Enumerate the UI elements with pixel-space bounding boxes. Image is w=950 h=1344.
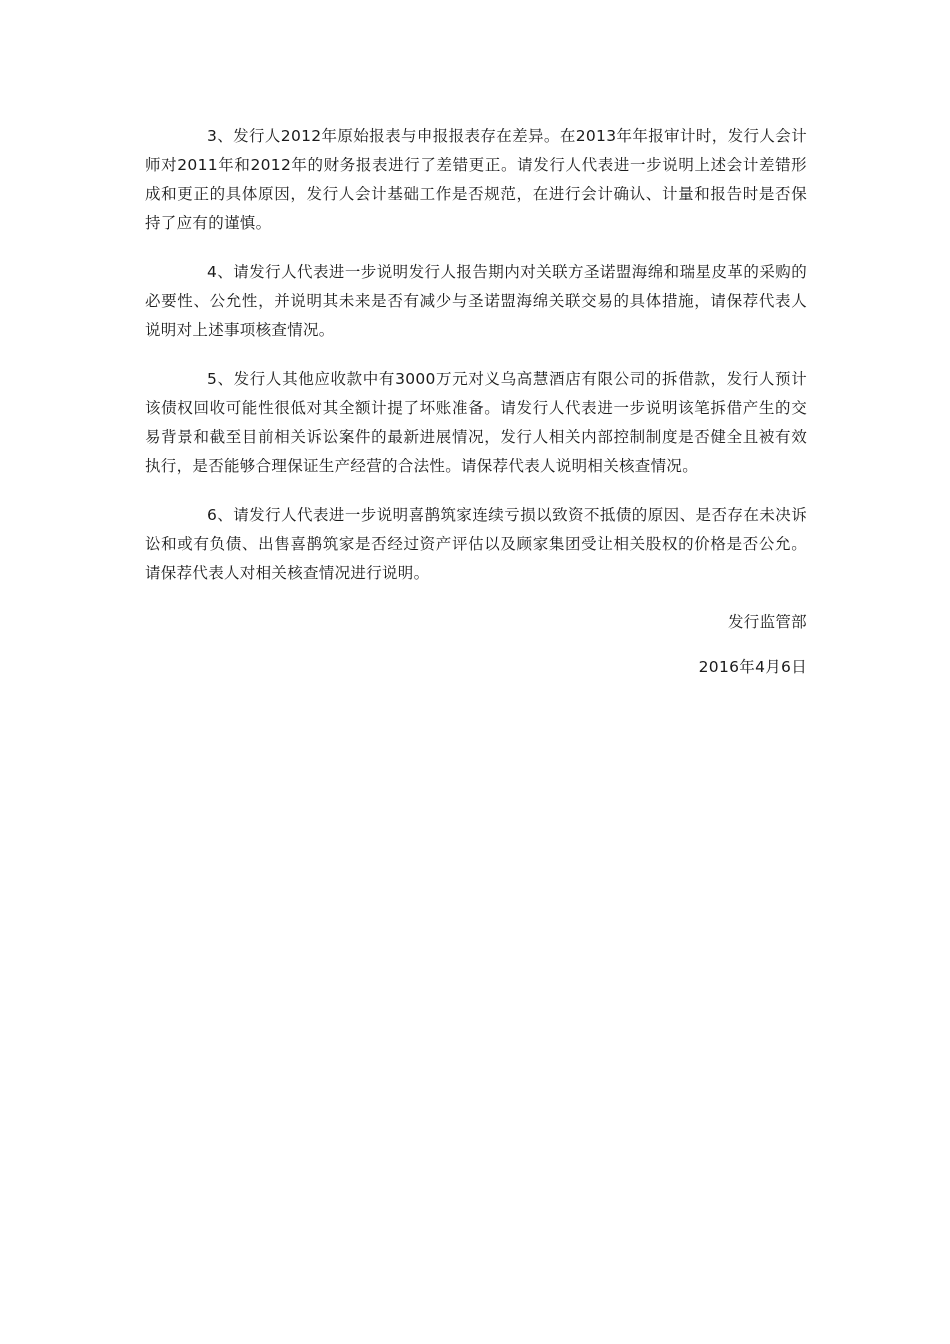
- question-paragraph-4: 4、请发行人代表进一步说明发行人报告期内对关联方圣诺盟海绵和瑞星皮革的采购的必要性、公允性，并说明其未来是否有减少与圣诺盟海绵关联交易的具体措施，请保荐代表人说明对上述事项核查情况。: [145, 263, 807, 339]
- document-date: 2016年4月6日: [698, 658, 807, 676]
- question-paragraph-6: 6、请发行人代表进一步说明喜鹊筑家连续亏损以致资不抵债的原因、是否存在未决诉讼和或有负债、出售喜鹊筑家是否经过资产评估以及顾家集团受让相关股权的价格是否公允。请保荐代表人对相关核查情况进行说明。: [145, 506, 807, 582]
- issuing-department: 发行监管部: [727, 613, 807, 631]
- question-paragraph-5: 5、发行人其他应收款中有3000万元对义乌高慧酒店有限公司的拆借款，发行人预计该债权回收可能性很低对其全额计提了坏账准备。请发行人代表进一步说明该笔拆借产生的交易背景和截至目前相关诉讼案件的最新进展情况，发行人相关内部控制制度是否健全且被有效执行，是否能够合理保证生产经营的合法性。请保荐代表人说明相关核查情况。: [145, 370, 807, 475]
- question-paragraph-3: 3、发行人2012年原始报表与申报报表存在差异。在2013年年报审计时，发行人会计师对2011年和2012年的财务报表进行了差错更正。请发行人代表进一步说明上述会计差错形成和更正的具体原因，发行人会计基础工作是否规范，在进行会计确认、计量和报告时是否保持了应有的谨慎。: [145, 127, 807, 232]
- document-page: [145, 122, 807, 682]
